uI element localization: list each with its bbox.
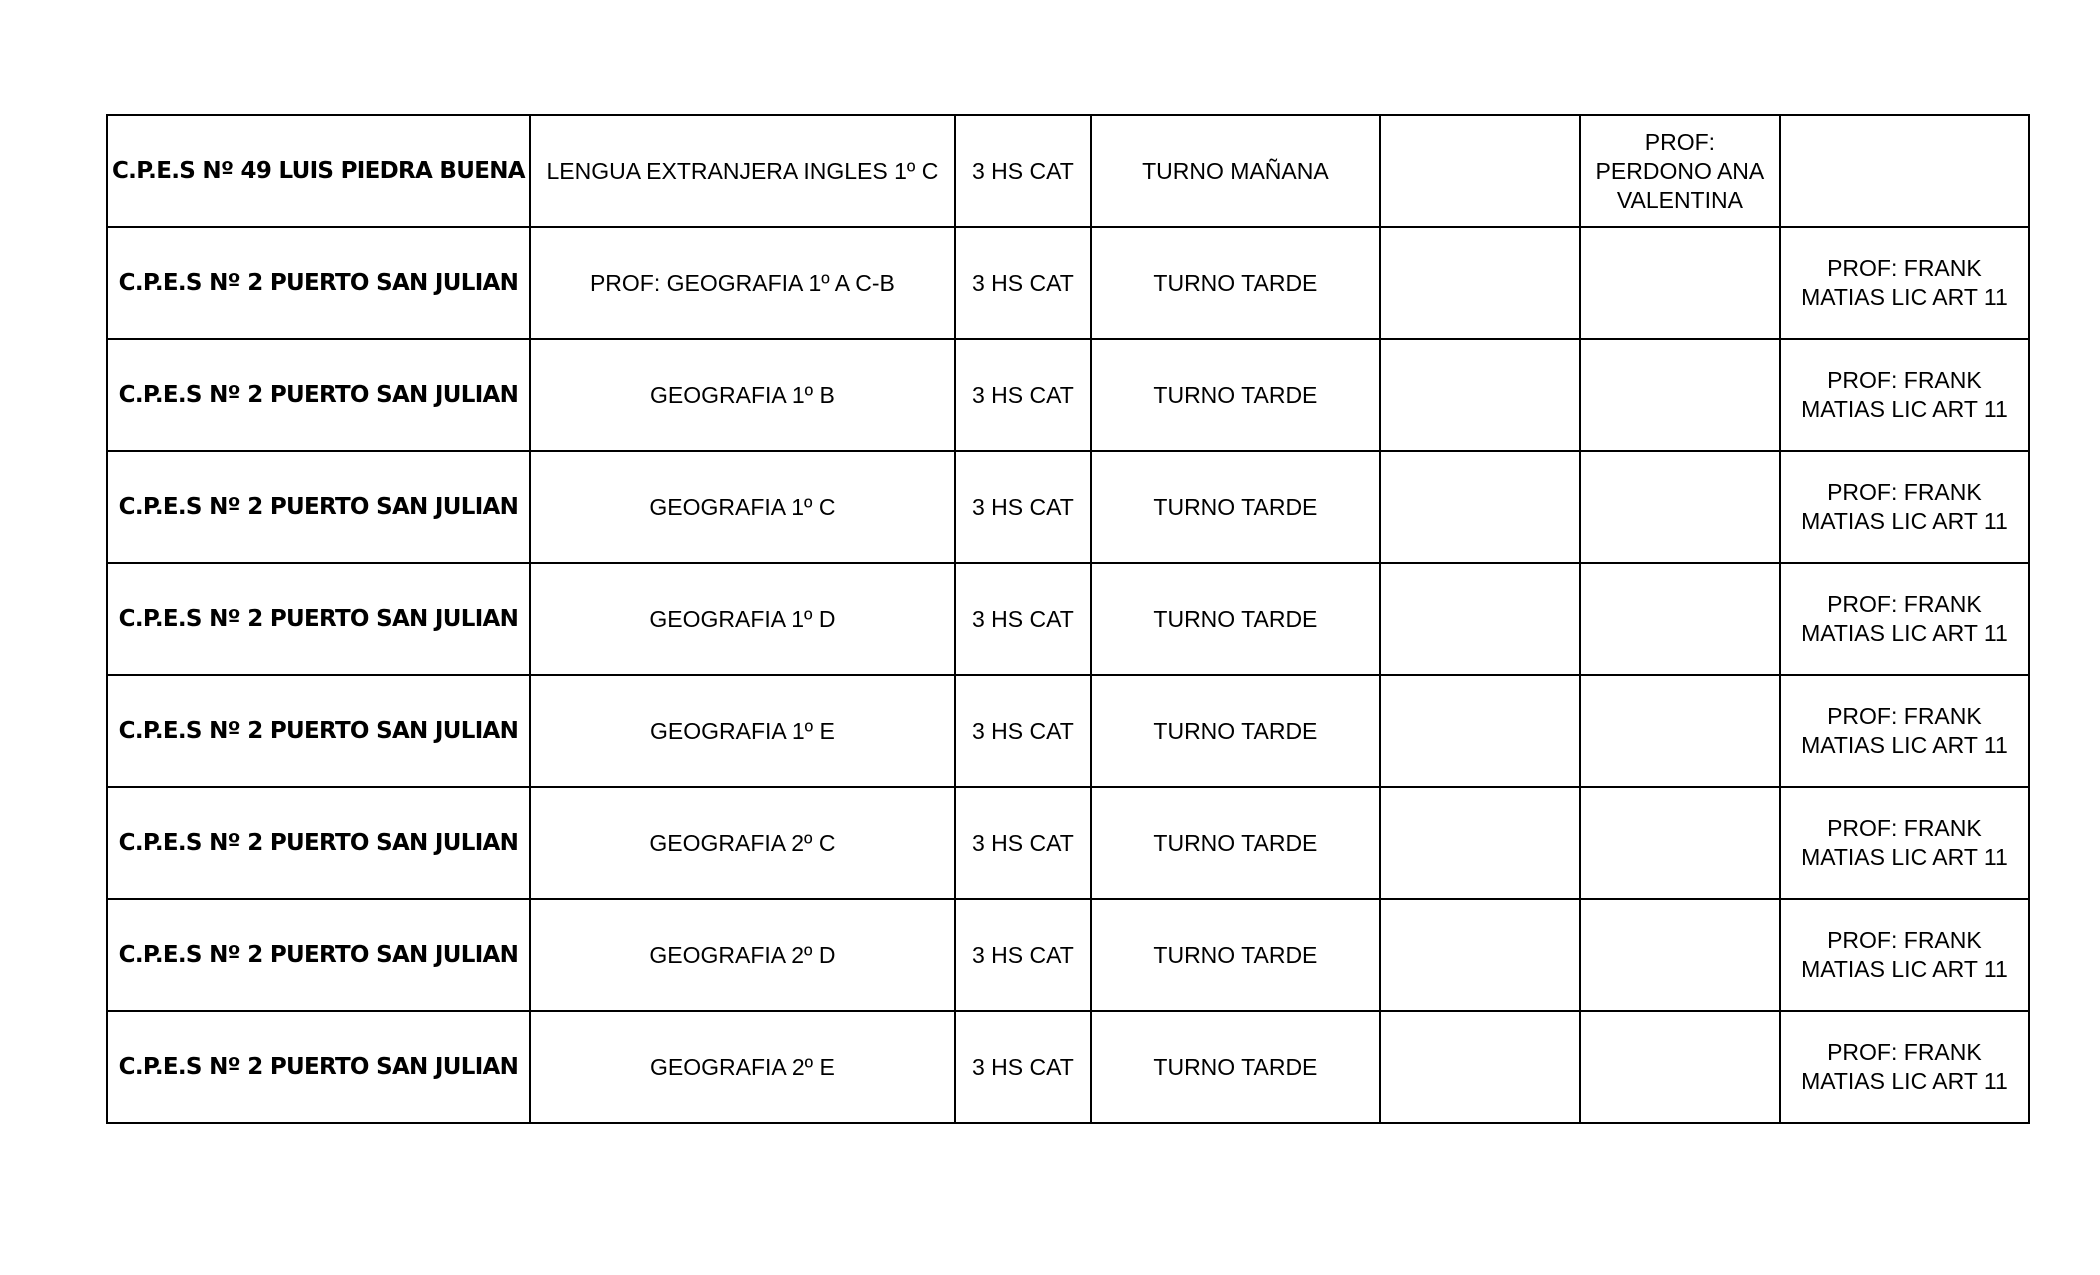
school-cell: C.P.E.S Nº 2 PUERTO SAN JULIAN [107,339,530,451]
school-cell: C.P.E.S Nº 2 PUERTO SAN JULIAN [107,563,530,675]
teacher-cell [1580,1011,1780,1123]
subject-cell: PROF: GEOGRAFIA 1º A C-B [530,227,955,339]
teacher-cell [1580,227,1780,339]
empty-cell [1380,675,1580,787]
note-cell: PROF: FRANK MATIAS LIC ART 11 [1780,339,2029,451]
table-row [107,675,2029,787]
empty-cell [1380,899,1580,1011]
shift-cell: TURNO TARDE [1091,1011,1380,1123]
note-cell: PROF: FRANK MATIAS LIC ART 11 [1780,451,2029,563]
school-cell: C.P.E.S Nº 2 PUERTO SAN JULIAN [107,899,530,1011]
note-cell: PROF: FRANK MATIAS LIC ART 11 [1780,1011,2029,1123]
hours-cell: 3 HS CAT [955,563,1091,675]
note-cell: PROF: FRANK MATIAS LIC ART 11 [1780,787,2029,899]
teacher-cell [1580,675,1780,787]
note-cell: PROF: FRANK MATIAS LIC ART 11 [1780,563,2029,675]
empty-cell [1380,1011,1580,1123]
subject-cell: GEOGRAFIA 2º C [530,787,955,899]
hours-cell: 3 HS CAT [955,451,1091,563]
teacher-cell [1580,787,1780,899]
school-cell: C.P.E.S Nº 2 PUERTO SAN JULIAN [107,787,530,899]
shift-cell: TURNO TARDE [1091,227,1380,339]
subject-cell: GEOGRAFIA 1º C [530,451,955,563]
table-row [107,227,2029,339]
table-row [107,563,2029,675]
school-cell: C.P.E.S Nº 2 PUERTO SAN JULIAN [107,675,530,787]
empty-cell [1380,339,1580,451]
subject-cell: GEOGRAFIA 1º E [530,675,955,787]
hours-cell: 3 HS CAT [955,675,1091,787]
table-row [107,339,2029,451]
shift-cell: TURNO TARDE [1091,675,1380,787]
teacher-cell [1580,563,1780,675]
school-cell: C.P.E.S Nº 49 LUIS PIEDRA BUENA [107,115,530,227]
hours-cell: 3 HS CAT [955,339,1091,451]
hours-cell: 3 HS CAT [955,115,1091,227]
shift-cell: TURNO MAÑANA [1091,115,1380,227]
subject-cell: GEOGRAFIA 2º E [530,1011,955,1123]
school-cell: C.P.E.S Nº 2 PUERTO SAN JULIAN [107,1011,530,1123]
empty-cell [1380,451,1580,563]
shift-cell: TURNO TARDE [1091,339,1380,451]
teacher-cell [1580,339,1780,451]
table-row [107,787,2029,899]
shift-cell: TURNO TARDE [1091,451,1380,563]
table-row [107,899,2029,1011]
subject-cell: LENGUA EXTRANJERA INGLES 1º C [530,115,955,227]
school-cell: C.P.E.S Nº 2 PUERTO SAN JULIAN [107,451,530,563]
note-cell: PROF: FRANK MATIAS LIC ART 11 [1780,899,2029,1011]
shift-cell: TURNO TARDE [1091,899,1380,1011]
teacher-cell [1580,899,1780,1011]
hours-cell: 3 HS CAT [955,899,1091,1011]
subject-cell: GEOGRAFIA 1º B [530,339,955,451]
empty-cell [1380,227,1580,339]
empty-cell [1380,787,1580,899]
subject-cell: GEOGRAFIA 2º D [530,899,955,1011]
empty-cell [1380,563,1580,675]
empty-cell [1380,115,1580,227]
subject-cell: GEOGRAFIA 1º D [530,563,955,675]
shift-cell: TURNO TARDE [1091,787,1380,899]
teacher-cell: PROF: PERDONO ANA VALENTINA [1580,115,1780,227]
table-row [107,115,2029,227]
hours-cell: 3 HS CAT [955,787,1091,899]
school-cell: C.P.E.S Nº 2 PUERTO SAN JULIAN [107,227,530,339]
table-row [107,1011,2029,1123]
table-row [107,451,2029,563]
note-cell [1780,115,2029,227]
hours-cell: 3 HS CAT [955,227,1091,339]
assignments-table [106,114,2030,1124]
shift-cell: TURNO TARDE [1091,563,1380,675]
note-cell: PROF: FRANK MATIAS LIC ART 11 [1780,675,2029,787]
teacher-cell [1580,451,1780,563]
hours-cell: 3 HS CAT [955,1011,1091,1123]
note-cell: PROF: FRANK MATIAS LIC ART 11 [1780,227,2029,339]
